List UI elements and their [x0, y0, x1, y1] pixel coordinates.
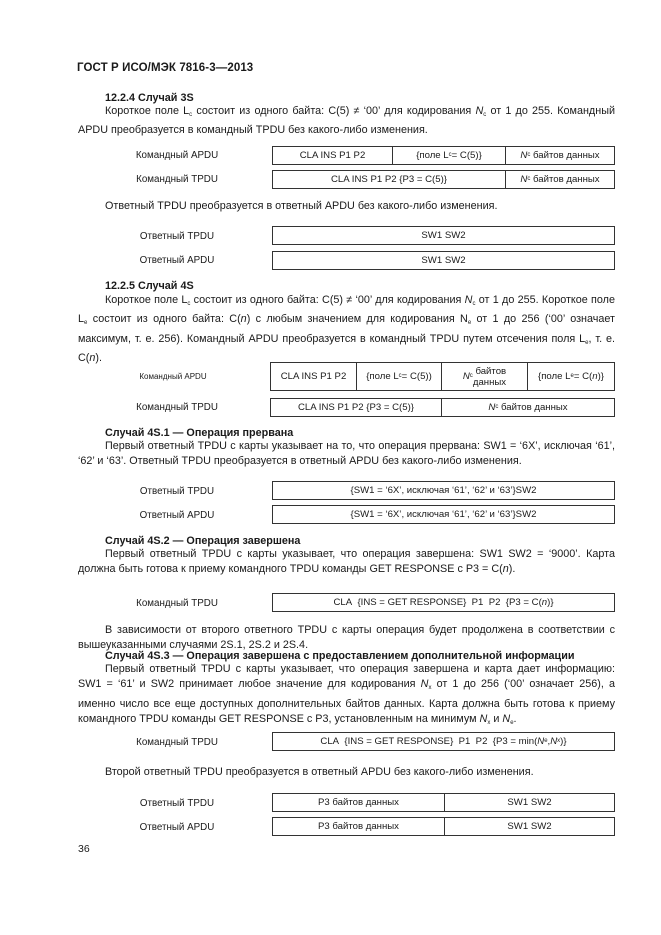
table-cell: CLA INS P1 P2: [273, 147, 393, 164]
table-label: Ответный TPDU: [139, 798, 215, 809]
table-cell: CLA {INS = GET RESPONSE} P1 P2 {P3 = C( n )}: [333, 597, 554, 608]
command-tpdu-table: [272, 732, 615, 751]
command-apdu-table: [270, 362, 615, 391]
table-label: Командный TPDU: [136, 737, 218, 748]
table-cell: CLA {INS = GET RESPONSE} P1 P2 {P3 = min( N e , N x )}: [320, 736, 567, 747]
paragraph: В зависимости от второго ответного TPDU с карты операция будет продолжена в соответствии с вышеуказанными случаями 2S.1, 2S.2 и 2S.4.: [78, 624, 615, 652]
table-cell: SW1 SW2: [421, 255, 466, 266]
command-tpdu-table: [270, 398, 615, 417]
table-label: Ответный APDU: [139, 255, 215, 266]
section-heading-4s: 12.2.5 Случай 4S: [105, 280, 194, 292]
section-text-3s: Короткое поле $L_c$ состоит из одного байта: C(5) ≠ ‘00’ для кодирования $N_c$ от 1 до 255. Командный APDU преобразуется в командный TPDU без какого-либо изменения.: [78, 105, 615, 137]
table-label: Ответный TPDU: [139, 486, 215, 497]
table-cell: N c байтов данных: [442, 363, 528, 390]
response-apdu-table: [272, 505, 615, 524]
table-label: Ответный APDU: [139, 510, 215, 521]
case-heading: Случай 4S.2 — Операция завершена: [105, 535, 301, 547]
table-cell: CLA INS P1 P2: [271, 363, 357, 390]
response-apdu-table: [272, 251, 615, 270]
table-cell: N c байтов данных: [520, 174, 600, 185]
paragraph: Первый ответный TPDU с карты указывает, что операция завершена: SW1 SW2 = ‘9000’. Карта должна быть готова к приему командного TPDU команды GET RESPONSE с P3 = C(n).: [78, 548, 615, 576]
table-label: Командный APDU: [135, 150, 219, 161]
paragraph: Второй ответный TPDU преобразуется в ответный APDU без какого-либо изменения.: [105, 766, 534, 778]
table-label: Ответный APDU: [139, 822, 215, 833]
command-tpdu-table: [272, 593, 615, 612]
command-apdu-table: [272, 146, 615, 165]
table-cell: N c байтов данных: [520, 150, 600, 161]
table-label: Ответный TPDU: [139, 231, 215, 242]
paragraph: Первый ответный TPDU с карты указывает, что операция завершена и карта дает информацию: SW1 = ‘61’ и SW2 принимает любое значение для кодирования $N_x$ от 1 до 256 (‘00’ означает 256), а именно число все еще доступных дополнительных байтов данных. Карта должна быть готова к приему командного TPDU команды GET RESPONSE с P3, установленным на минимум $N_x$ и $N_e$.: [78, 663, 616, 727]
response-tpdu-table: [272, 793, 615, 812]
table-cell: {SW1 = ‘6X’, исключая ‘61’, ‘62’ и ‘63’}SW2: [350, 485, 537, 496]
table-cell: P3 байтов данных: [273, 794, 445, 811]
paragraph: Ответный TPDU преобразуется в ответный APDU без какого-либо изменения.: [105, 200, 498, 212]
table-cell: SW1 SW2: [507, 797, 552, 808]
paragraph: Первый ответный TPDU с карты указывает на то, что операция прервана: SW1 = ‘6X’, исключая ‘61’, ‘62’ и ‘63’. Ответный TPDU преобразуется в ответный APDU без какого-либо изменения.: [78, 440, 615, 468]
table-cell: CLA INS P1 P2 {P3 = C(5)}: [271, 399, 442, 416]
table-cell: {поле L c = C(5)): [357, 363, 442, 390]
response-tpdu-table: [272, 226, 615, 245]
case-heading: Случай 4S.3 — Операция завершена с предоставлением дополнительной информации: [105, 650, 575, 662]
table-cell: SW1 SW2: [507, 821, 552, 832]
table-cell: {поле L e = C( n )}: [538, 371, 604, 382]
response-tpdu-table: [272, 481, 615, 500]
response-apdu-table: [272, 817, 615, 836]
document-header: ГОСТ Р ИСО/МЭК 7816-3—2013: [77, 62, 254, 74]
table-label: Командный APDU: [139, 372, 207, 381]
case-heading: Случай 4S.1 — Операция прервана: [105, 427, 294, 439]
table-cell: N c байтов данных: [488, 402, 568, 413]
table-label: Командный TPDU: [136, 598, 218, 609]
command-tpdu-table: [272, 170, 615, 189]
table-cell: {поле L c = C(5)}: [393, 147, 506, 164]
table-cell: {SW1 = ‘6X’, исключая ‘61’, ‘62’ и ‘63’}SW2: [350, 509, 537, 520]
table-label: Командный TPDU: [136, 174, 218, 185]
section-text-4s: Короткое поле $L_c$ состоит из одного байта: C(5) ≠ ‘00’ для кодирования $N_c$ от 1 до 255. Короткое поле $L_e$ состоит из одного байта: C(n) с любым значением для кодирования $N_e$ от 1 до 256 (‘00’ означает максимум, т. е. 256). Командный APDU преобразуется в командный TPDU путем отсечения поля $L_e$, т. е. C(n).: [78, 294, 615, 365]
table-cell: P3 байтов данных: [273, 818, 445, 835]
section-heading-3s: 12.2.4 Случай 3S: [105, 92, 194, 104]
page-number: 36: [78, 843, 90, 855]
table-cell: CLA INS P1 P2 {P3 = C(5)}: [273, 171, 506, 188]
table-cell: SW1 SW2: [421, 230, 466, 241]
table-label: Командный TPDU: [136, 402, 218, 413]
